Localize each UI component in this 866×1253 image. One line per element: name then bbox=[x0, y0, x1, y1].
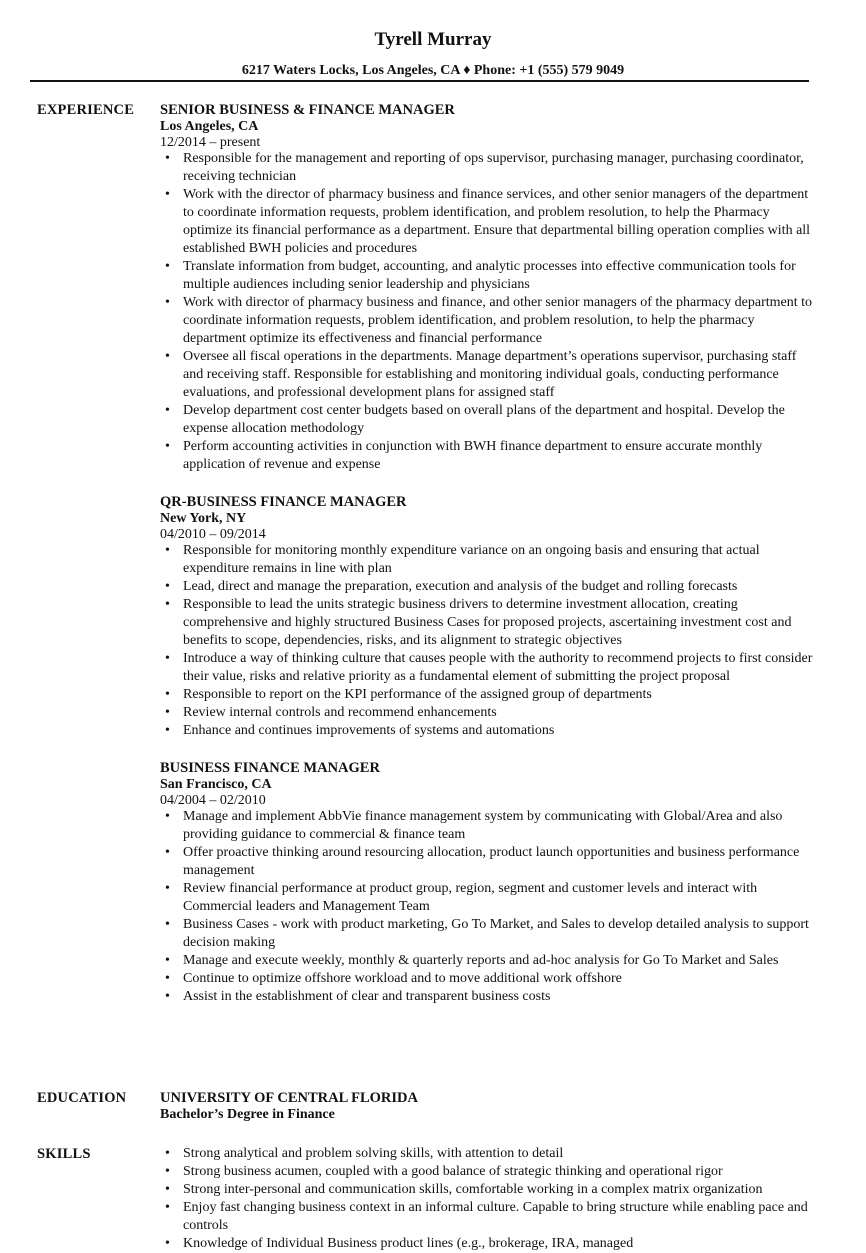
skills-bullets bbox=[160, 1145, 820, 1253]
list-item: • Review financial performance at product group, region, segment and customer levels and interact with Commercial leaders and Management Team bbox=[160, 880, 820, 916]
job-dates: 12/2014 – present bbox=[160, 135, 261, 150]
job-bullets bbox=[160, 150, 820, 474]
list-item: • Strong analytical and problem solving skills, with attention to detail bbox=[160, 1145, 820, 1163]
list-item: • Business Cases - work with product marketing, Go To Market, and Sales to develop detailed analysis to support decision making bbox=[160, 916, 820, 952]
list-item: • Lead, direct and manage the preparation, execution and analysis of the budget and rolling forecasts bbox=[160, 578, 820, 596]
job-entry bbox=[160, 759, 820, 1006]
skills-content bbox=[160, 1145, 820, 1253]
contact-line: 6217 Waters Locks, Los Angeles, CA ♦ Phone: +1 (555) 579 9049 bbox=[241, 63, 625, 78]
list-item: • Knowledge of Individual Business product lines (e.g., brokerage, IRA, managed bbox=[160, 1235, 820, 1253]
list-item: • Strong business acumen, coupled with a good balance of strategic thinking and operational rigor bbox=[160, 1163, 820, 1181]
list-item: • Review internal controls and recommend enhancements bbox=[160, 704, 820, 722]
job-location: New York, NY bbox=[160, 511, 247, 526]
job-bullets bbox=[160, 808, 820, 1006]
list-item: • Perform accounting activities in conjunction with BWH finance department to ensure accurate monthly application of revenue and expense bbox=[160, 438, 820, 474]
job-location: San Francisco, CA bbox=[160, 777, 272, 792]
list-item: • Manage and execute weekly, monthly & quarterly reports and ad-hoc analysis for Go To Market and Sales bbox=[160, 952, 820, 970]
list-item: • Work with director of pharmacy business and finance, and other senior managers of the pharmacy department to coordinate information requests, problem identification, and problem resolution, to help the pharmacy department optimize its effectiveness and financial performance bbox=[160, 294, 820, 348]
experience-content bbox=[160, 101, 820, 1006]
list-item: • Responsible for the management and reporting of ops supervisor, purchasing manager, purchasing coordinator, receiving technician bbox=[160, 150, 820, 186]
list-item: • Assist in the establishment of clear and transparent business costs bbox=[160, 988, 820, 1006]
list-item: • Manage and implement AbbVie finance management system by communicating with Global/Area and also providing guidance to commercial & finance team bbox=[160, 808, 820, 844]
job-entry bbox=[160, 493, 820, 740]
list-item: • Translate information from budget, accounting, and analytic processes into effective communication tools for multiple audiences including senior leadership and physicians bbox=[160, 258, 820, 294]
list-item: • Responsible for monitoring monthly expenditure variance on an ongoing basis and ensuring that actual expenditure remains in line with plan bbox=[160, 542, 820, 578]
job-dates: 04/2004 – 02/2010 bbox=[160, 793, 266, 808]
list-item: • Responsible to report on the KPI performance of the assigned group of departments bbox=[160, 686, 820, 704]
education-label: EDUCATION bbox=[37, 1090, 127, 1106]
experience-label: EXPERIENCE bbox=[37, 102, 135, 118]
list-item: • Oversee all fiscal operations in the departments. Manage department’s operations supervisor, purchasing staff and receiving staff. Responsible for establishing and monitoring individual goals, conducting performance evaluations, and professional development plans for assigned staff bbox=[160, 348, 820, 402]
list-item: • Continue to optimize offshore workload and to move additional work offshore bbox=[160, 970, 820, 988]
list-item: • Enjoy fast changing business context in an informal culture. Capable to bring structure while enabling pace and controls bbox=[160, 1199, 820, 1235]
job-entry bbox=[160, 101, 820, 474]
list-item: • Strong inter-personal and communication skills, comfortable working in a complex matrix organization bbox=[160, 1181, 820, 1199]
list-item: • Develop department cost center budgets based on overall plans of the department and hospital. Develop the expense allocation methodology bbox=[160, 402, 820, 438]
job-dates: 04/2010 – 09/2014 bbox=[160, 527, 266, 542]
school-name: UNIVERSITY OF CENTRAL FLORIDA bbox=[160, 1090, 418, 1106]
job-title: SENIOR BUSINESS & FINANCE MANAGER bbox=[160, 102, 455, 118]
degree: Bachelor’s Degree in Finance bbox=[160, 1107, 335, 1122]
candidate-name: Tyrell Murray bbox=[374, 29, 492, 50]
job-title: BUSINESS FINANCE MANAGER bbox=[160, 760, 380, 776]
header-divider bbox=[30, 80, 809, 82]
job-bullets bbox=[160, 542, 820, 740]
list-item: • Work with the director of pharmacy business and finance services, and other senior managers of the department to coordinate information requests, problem identification, and problem resolution, to help the Pharmacy optimize its financial performance as a department. Ensure that departmental billing operation complies with all established BWH policies and procedures bbox=[160, 186, 820, 258]
education-content bbox=[160, 1089, 820, 1123]
job-location: Los Angeles, CA bbox=[160, 119, 259, 134]
list-item: • Offer proactive thinking around resourcing allocation, product launch opportunities and business performance management bbox=[160, 844, 820, 880]
job-title: QR-BUSINESS FINANCE MANAGER bbox=[160, 494, 407, 510]
list-item: • Responsible to lead the units strategic business drivers to determine investment allocation, creating comprehensive and highly structured Business Cases for proposed projects, ascertaining investment cost and benefits to scope, dependencies, risks, and its alignment to strategic objectives bbox=[160, 596, 820, 650]
list-item: • Enhance and continues improvements of systems and automations bbox=[160, 722, 820, 740]
list-item: • Introduce a way of thinking culture that causes people with the authority to recommend projects to first consider their value, risks and relative priority as a fundamental element of submitting the project proposal bbox=[160, 650, 820, 686]
skills-label: SKILLS bbox=[37, 1146, 91, 1162]
